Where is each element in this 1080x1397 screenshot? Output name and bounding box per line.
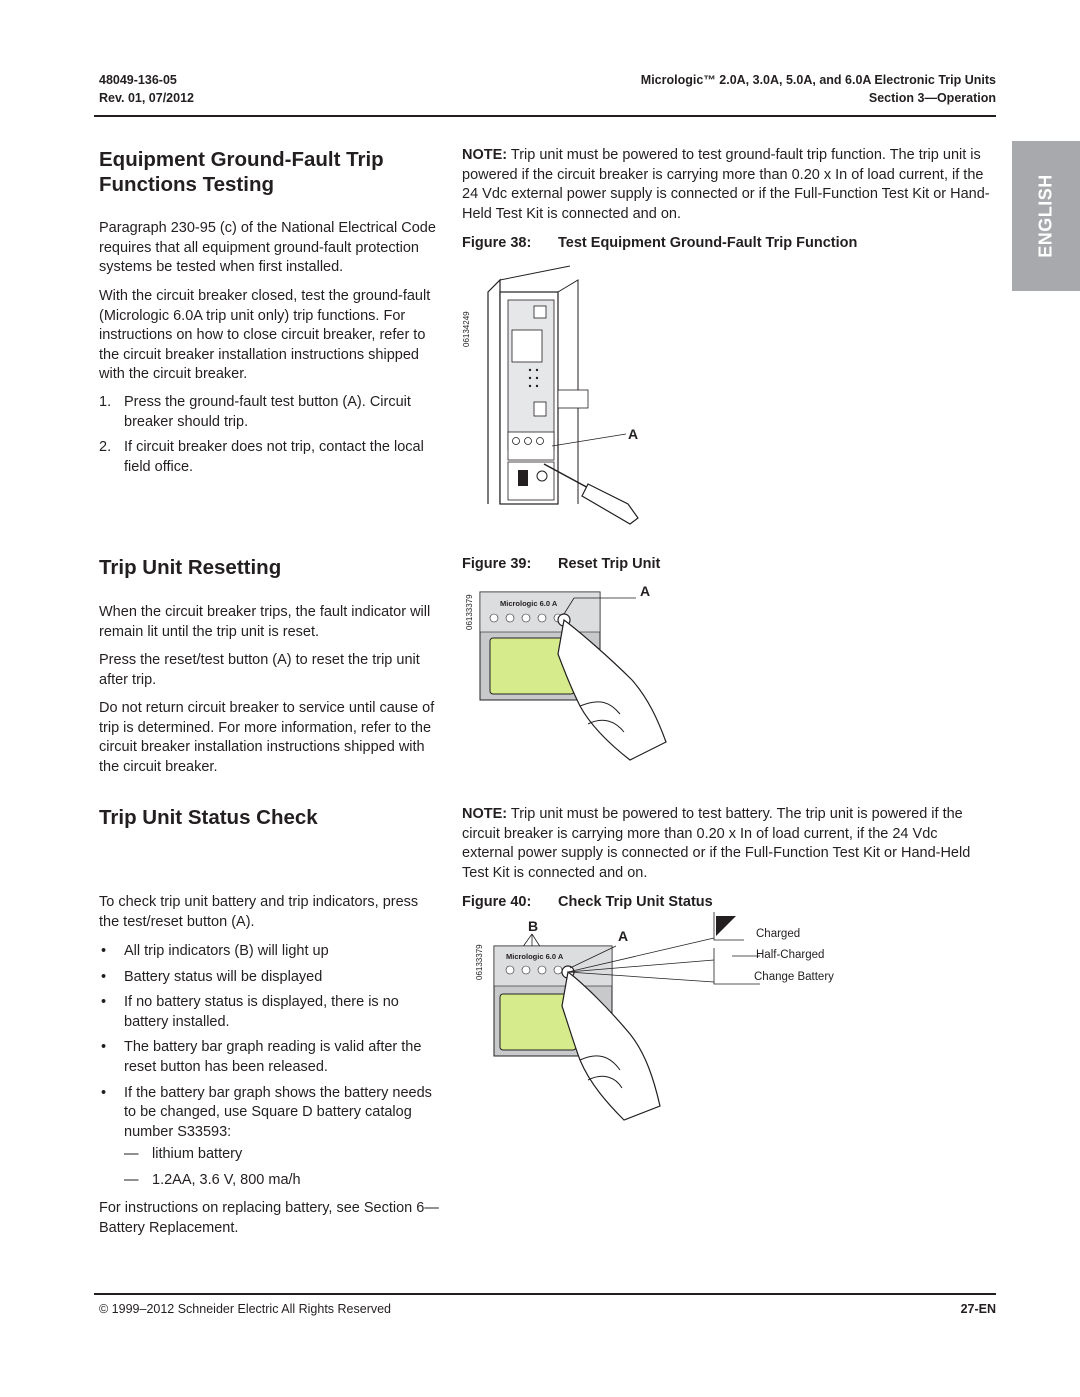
reset-para-1: When the circuit breaker trips, the fault indicator will remain lit until the trip unit is reset. — [99, 604, 431, 640]
product-title: Micrologic™ 2.0A, 3.0A, 5.0A, and 6.0A Electronic Trip Units — [640, 73, 996, 87]
gf-step: 1. Press the ground-fault test button (A). Circuit breaker should trip. — [99, 394, 411, 430]
bullet-item: • Battery status will be displayed — [101, 968, 323, 985]
battery-change-label: Change Battery — [754, 971, 834, 983]
figure-38-illustration — [460, 262, 660, 527]
reset-heading: Trip Unit Resetting — [99, 556, 282, 579]
figure-39-illustration — [460, 580, 700, 765]
gf-para-2: With the circuit breaker closed, test the ground-fault (Micrologic 6.0A trip unit only) trip functions. For instructions on how to close circuit breaker, refer to the circuit breaker installation instructions shipped with the circuit breaker. — [99, 288, 431, 383]
reset-para-3: Do not return circuit breaker to service until cause of trip is determined. For more information, refer to the circuit breaker installation instructions shipped with the circuit breaker. — [99, 700, 435, 775]
bullet-item: • If the battery bar graph shows the battery needs to be changed, use Square D battery catalog number S33593: — [101, 1084, 432, 1140]
bullet-item: • The battery bar graph reading is valid after the reset button has been released. — [101, 1039, 422, 1075]
figure-39-label-a: A — [640, 583, 651, 599]
gf-heading: Equipment Ground-Fault Trip Functions Testing — [99, 148, 384, 196]
status-bullets — [99, 942, 439, 1148]
battery-spec-list — [99, 1145, 439, 1196]
figure-39-caption: Figure 39: Reset Trip Unit — [462, 556, 661, 572]
gf-step: 2. If circuit breaker does not trip, contact the local field office. — [99, 439, 424, 475]
revision: Rev. 01, 07/2012 — [99, 91, 194, 105]
language-tab: ENGLISH — [1012, 141, 1080, 291]
page-number: 27-EN — [960, 1302, 996, 1316]
gf-para-1: Paragraph 230-95 (c) of the National Electrical Code requires that all equipment ground-fault protection systems be tested when first installed. — [99, 220, 436, 276]
figure-40-id: 06133379 — [475, 944, 484, 980]
header-rule — [94, 115, 996, 117]
status-intro: To check trip unit battery and trip indicators, press the test/reset button (A). — [99, 894, 419, 930]
figure-40-unit-label: Micrologic 6.0 A — [506, 952, 564, 961]
figure-38-id: 06134249 — [462, 311, 471, 347]
copyright: © 1999–2012 Schneider Electric All Rights Reserved — [99, 1302, 392, 1316]
figure-38-label-a: A — [628, 426, 639, 442]
bullet-item: • All trip indicators (B) will light up — [101, 943, 329, 959]
bullet-item: • If no battery status is displayed, there is no battery installed. — [101, 994, 399, 1030]
doc-number: 48049-136-05 — [99, 73, 177, 87]
gf-note: NOTE: Trip unit must be powered to test ground-fault trip function. The trip unit is powered if the circuit breaker is carrying more than 0.20 x In of load current, if the 24 Vdc external power supply is connected or if the Full-Function Test Kit or Hand-Held Test Kit is connected and on. — [462, 147, 990, 222]
section-title: Section 3—Operation — [868, 91, 996, 105]
status-heading: Trip Unit Status Check — [99, 806, 318, 829]
gf-steps — [99, 393, 439, 483]
figure-40-label-a: A — [618, 928, 629, 944]
footer-rule — [94, 1293, 996, 1295]
figure-40-caption: Figure 40: Check Trip Unit Status — [462, 894, 713, 910]
dash-item: — 1.2AA, 3.6 V, 800 ma/h — [124, 1171, 301, 1188]
figure-40-label-b: B — [528, 918, 539, 934]
figure-40-illustration — [470, 910, 860, 1150]
status-closing: For instructions on replacing battery, see Section 6—Battery Replacement. — [99, 1200, 439, 1236]
figure-39-unit-label: Micrologic 6.0 A — [500, 599, 558, 608]
dash-item: — lithium battery — [124, 1146, 243, 1162]
reset-para-2: Press the reset/test button (A) to reset the trip unit after trip. — [99, 652, 420, 688]
battery-charged-label: Charged — [756, 928, 801, 940]
battery-half-label: Half-Charged — [756, 949, 825, 961]
figure-39-id: 06133379 — [465, 594, 474, 630]
battery-note: NOTE: Trip unit must be powered to test battery. The trip unit is powered if the circuit breaker is carrying more than 0.20 x In of load current, if the 24 Vdc external power supply is connected or if the Full-Function Test Kit or Hand-Held Test Kit is connected and on. — [462, 806, 971, 881]
figure-38-caption: Figure 38: Test Equipment Ground-Fault Trip Function — [462, 235, 858, 251]
